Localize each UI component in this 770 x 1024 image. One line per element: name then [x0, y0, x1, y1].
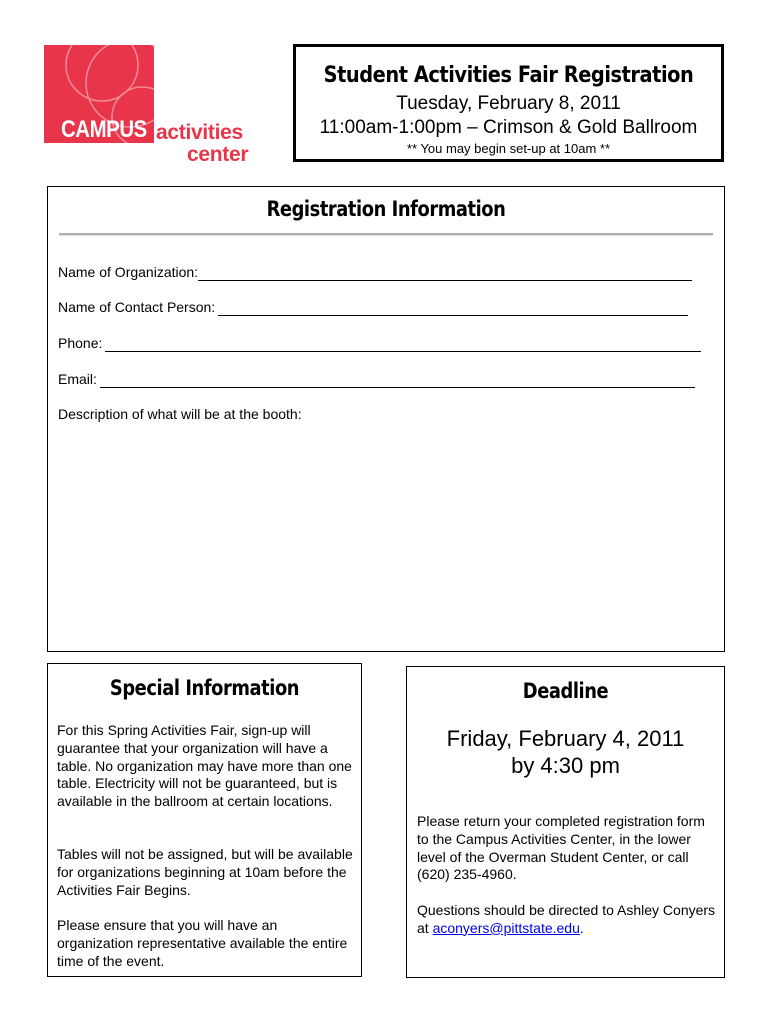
campus-activities-logo [44, 45, 256, 167]
logo-activities-text: activities [156, 121, 243, 144]
deadline-date-line-2: by 4:30 pm [511, 753, 620, 778]
special-paragraph-1: For this Spring Activities Fair, sign-up will guarantee that your organization will have a table. No organization may have more than one table. Electricity will not be guaranteed, but is available in the ballroom at certain locations. [57, 722, 352, 810]
phone-input-line[interactable] [105, 337, 701, 352]
questions-text: Questions should be directed to Ashley Conyers at [417, 902, 716, 936]
return-instructions: Please return your completed registration form to the Campus Activities Center, in the lower level of the Overman Student Center, or call (620) 235-4960. [417, 813, 705, 883]
organization-label: Name of Organization: [58, 264, 199, 280]
setup-note: ** You may begin set-up at 10am ** [406, 141, 611, 156]
contact-person-label: Name of Contact Person: [58, 299, 216, 315]
contact-person-input-line[interactable] [218, 301, 688, 316]
email-label: Email: [58, 371, 97, 387]
booth-description-label: Description of what will be at the booth: [58, 406, 302, 422]
deadline-title: Deadline [522, 679, 609, 703]
questions-suffix: . [579, 919, 584, 936]
email-input-line[interactable] [100, 373, 695, 388]
special-paragraph-3: Please ensure that you will have an organization representative available the entire time of the event. [57, 917, 348, 969]
booth-description-field[interactable] [58, 405, 302, 423]
contact-person-field[interactable] [58, 298, 688, 316]
phone-label: Phone: [58, 335, 103, 351]
special-information-section [47, 663, 362, 977]
page-title: Student Activities Fair Registration [323, 63, 694, 88]
special-information-title: Special Information [109, 676, 300, 700]
event-time-place: 11:00am-1:00pm – Crimson & Gold Ballroom [319, 117, 698, 138]
deadline-section [406, 666, 725, 978]
registration-section [47, 186, 725, 652]
registration-divider [59, 233, 713, 236]
questions-contact [417, 902, 717, 938]
event-date: Tuesday, February 8, 2011 [396, 93, 621, 114]
registration-title: Registration Information [266, 197, 506, 221]
email-field[interactable] [58, 370, 695, 388]
logo-center-text: center [187, 143, 249, 166]
logo-campus-text: CAMPUS [61, 116, 147, 143]
phone-field[interactable] [58, 334, 701, 352]
organization-field[interactable] [58, 263, 692, 281]
deadline-date-line-1: Friday, February 4, 2011 [446, 726, 685, 751]
event-title-box [293, 44, 724, 162]
special-paragraph-2: Tables will not be assigned, but will be available for organizations beginning at 10am before the Activities Fair Begins. [57, 846, 353, 898]
contact-email-link[interactable]: aconyers@pittstate.edu [432, 919, 580, 936]
deadline-date [407, 725, 724, 779]
organization-input-line[interactable] [198, 266, 692, 281]
